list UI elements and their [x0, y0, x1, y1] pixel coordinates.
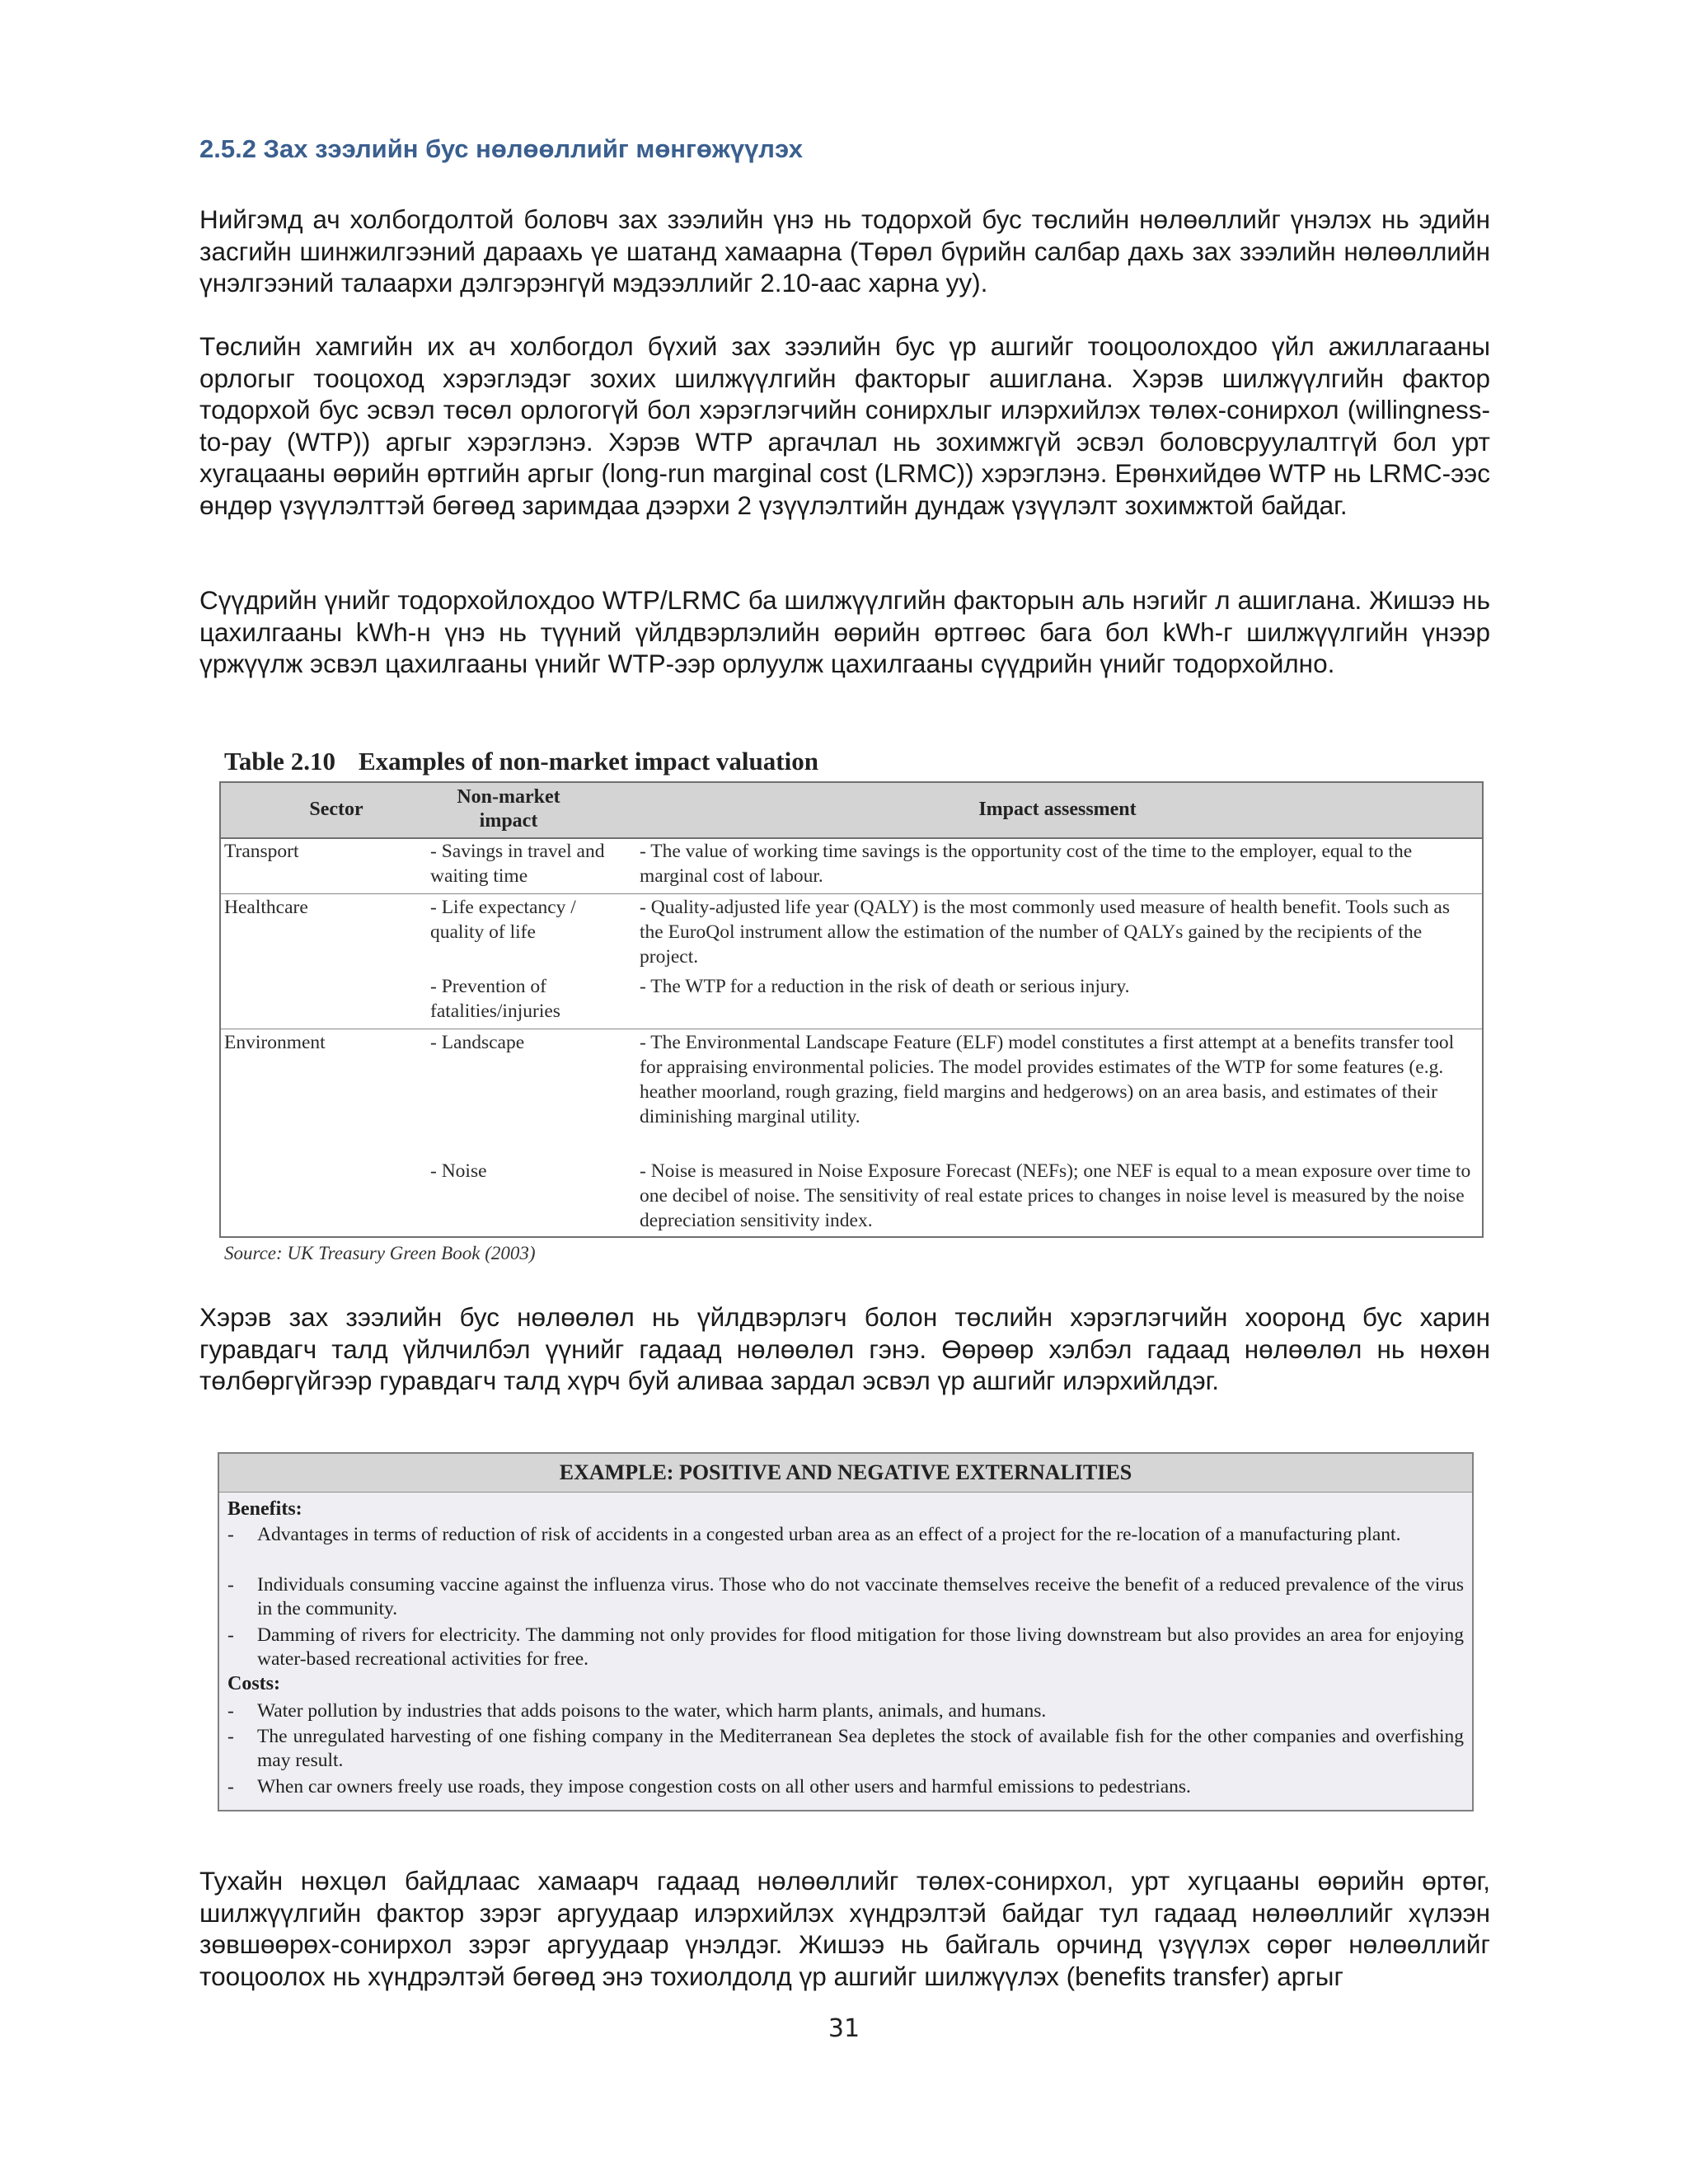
paragraph-3: Сүүдрийн үнийг тодорхойлохдоо WTP/LRMC ба шилжүүлгийн факторын аль нэгийг л ашиглана. Жишээ нь цахилгааны kWh-н үнэ нь түүний үйлдвэрлэлийн өөрийн өртгөөс бага бол kWh-г шилжүүлгийн үнээр үржүүлж эсвэл цахилгааны үнийг WTP-ээр орлуулж цахилгааны сүүдрийн үнийг тодорхойлно.: [199, 585, 1490, 678]
table-title: Examples of non-market impact valuation: [358, 747, 818, 776]
table-cell-sector: Environment: [224, 1032, 326, 1053]
table-header-row: [221, 783, 1482, 839]
table-source: Source: UK Treasury Green Book (2003): [224, 1243, 536, 1263]
header-impact: [430, 785, 587, 833]
table-cell-assessment: - Quality-adjusted life year (QALY) is the most commonly used measure of health benefit. Tools such as the EuroQol instrument allow the estimation of the number of QALYs gained by the recipients of the project.: [640, 897, 1450, 968]
header-impact-line2: impact: [479, 810, 538, 832]
example-box: [218, 1452, 1474, 1811]
list-dash: -: [227, 1726, 234, 1747]
table-cell-assessment: - The value of working time savings is the opportunity cost of the time to the employer, equal to the marginal cost of labour.: [640, 841, 1413, 887]
benefit-text: Damming of rivers for electricity. The damming not only provides for flood mitigation for those living downstream but also provides an area for enjoying water-based recreational activities for free.: [257, 1624, 1464, 1670]
cost-item: [227, 1725, 1464, 1773]
benefit-text: Advantages in terms of reduction of risk of accidents in a congested urban area as an effect of a project for the re-location of a manufacturing plant.: [257, 1524, 1401, 1545]
table-cell-impact: - Savings in travel and waiting time: [430, 841, 605, 887]
list-dash: -: [227, 1776, 234, 1797]
table-cell-sector: Healthcare: [224, 897, 308, 918]
table-cell-impact: - Life expectancy / quality of life: [430, 897, 576, 943]
benefit-item: [227, 1523, 1464, 1547]
page-number: 31: [828, 2014, 860, 2043]
section-heading: 2.5.2 Зах зээлийн бус нөлөөллийг мөнгөжүүлэх: [199, 134, 803, 163]
table-number: Table 2.10: [224, 747, 335, 776]
paragraph-5: Тухайн нөхцөл байдлаас хамаарч гадаад нөлөөллийг төлөх-сонирхол, урт хугцааны өөрийн өртөг, шилжүүлгийн фактор зэрэг аргуудаар илэрхийлэх хүндрэлтэй байдаг тул гадаад нөлөөллийг хүлээн зөвшөөрөх-сонирхол зэрэг аргуудаар үнэлдэг. Жишээ нь байгаль орчинд үзүүлэх сөрөг нөлөөллийг тооцоолох нь хүндрэлтэй бөгөөд энэ тохиолдолд үр ашгийг шилжүүлэх (benefits transfer) аргыг: [199, 1866, 1490, 1991]
benefit-item: [227, 1573, 1464, 1621]
table-cell-assessment: - The WTP for a reduction in the risk of death or serious injury.: [640, 976, 1130, 997]
costs-label: Costs:: [227, 1673, 280, 1694]
list-dash: -: [227, 1524, 234, 1545]
benefit-text: Individuals consuming vaccine against the influenza virus. Those who do not vaccinate themselves receive the benefit of a reduced prevalence of the virus in the community.: [257, 1574, 1464, 1619]
paragraph-4: Хэрэв зах зээлийн бус нөлөөлөл нь үйлдвэрлэгч болон төслийн хэрэглэгчийн хооронд бус харин гуравдагч талд үйлчилбэл үүнийг гадаад нөлөөлөл гэнэ. Өөрөөр хэлбэл гадаад нөлөөлөл нь нөхөн төлбөргүйгээр гуравдагч талд хүрч буй аливаа зардал эсвэл үр ашгийг илэрхийлдэг.: [199, 1302, 1490, 1395]
table-cell-sector: Transport: [224, 841, 299, 862]
cost-item: [227, 1775, 1464, 1799]
example-title: EXAMPLE: POSITIVE AND NEGATIVE EXTERNALITIES: [219, 1454, 1472, 1493]
list-dash: -: [227, 1700, 234, 1722]
cost-item: [227, 1699, 1464, 1723]
cost-text: When car owners freely use roads, they impose congestion costs on all other users and harmful emissions to pedestrians.: [257, 1776, 1191, 1797]
list-dash: -: [227, 1574, 234, 1596]
table-cell-impact: - Noise: [430, 1160, 487, 1182]
paragraph-1: Нийгэмд ач холбогдолтой боловч зах зээлийн үнэ нь тодорхой бус төслийн нөлөөллийг үнэлэх нь эдийн засгийн шинжилгээний дараахь үе шатанд хамаарна (Төрөл бүрийн салбар дахь зах зээлийн нөлөөллийн үнэлгээний талаархи дэлгэрэнгүй мэдээллийг 2.10-аас харна уу).: [199, 204, 1490, 298]
table-cell-impact: - Landscape: [430, 1032, 525, 1053]
paragraph-2: Төслийн хамгийн их ач холбогдол бүхий зах зээлийн бус үр ашгийг тооцоолохдоо үйл ажиллагааны орлогыг тооцоход хэрэглэдэг зохих шилжүүлгийн факторыг ашиглана. Хэрэв шилжүүлгийн фактор тодорхой бус эсвэл төсөл орлогогүй бол хэрэглэгчийн сонирхлыг илэрхийлэх төлөх-сонирхол (willingness-to-pay (WTP)) аргыг хэрэглэнэ. Хэрэв WTP аргачлал нь зохимжгүй эсвэл боловсруулалтгүй бол урт хугацааны өөрийн өртгийн аргыг (long-run marginal cost (LRMC)) хэрэглэнэ. Ерөнхийдөө WTP нь LRMC-ээс өндөр үзүүлэлттэй бөгөөд заримдаа дээрхи 2 үзүүлэлтийн дундаж үзүүлэлт зохимжтой байдаг.: [199, 331, 1490, 520]
header-assessment: Impact assessment: [978, 799, 1137, 820]
header-impact-line1: Non-market: [457, 786, 560, 808]
table-cell-assessment: - The Environmental Landscape Feature (ELF) model constitutes a first attempt at a benefits transfer tool for appraising environmental policies. The model provides estimates of the WTP for some features (e.g. heather moorland, rough grazing, field margins and hedgerows) on an area basis, and estimates of their diminishing marginal utility.: [640, 1032, 1455, 1127]
cost-text: The unregulated harvesting of one fishing company in the Mediterranean Sea depletes the stock of available fish for the other companies and overfishing may result.: [257, 1726, 1464, 1771]
benefits-label: Benefits:: [227, 1498, 302, 1520]
table-caption: [224, 747, 818, 776]
table-cell-impact: - Prevention of fatalities/injuries: [430, 976, 560, 1022]
cost-text: Water pollution by industries that adds poisons to the water, which harm plants, animals, and humans.: [257, 1700, 1047, 1722]
benefit-item: [227, 1624, 1464, 1671]
row-divider: [221, 893, 1482, 894]
impact-valuation-table: [219, 781, 1484, 1238]
header-sector: Sector: [309, 799, 363, 820]
list-dash: -: [227, 1624, 234, 1646]
table-cell-assessment: - Noise is measured in Noise Exposure Forecast (NEFs); one NEF is equal to a mean exposure over time to one decibel of noise. The sensitivity of real estate prices to changes in noise level is measured by the noise depreciation sensitivity index.: [640, 1160, 1471, 1231]
